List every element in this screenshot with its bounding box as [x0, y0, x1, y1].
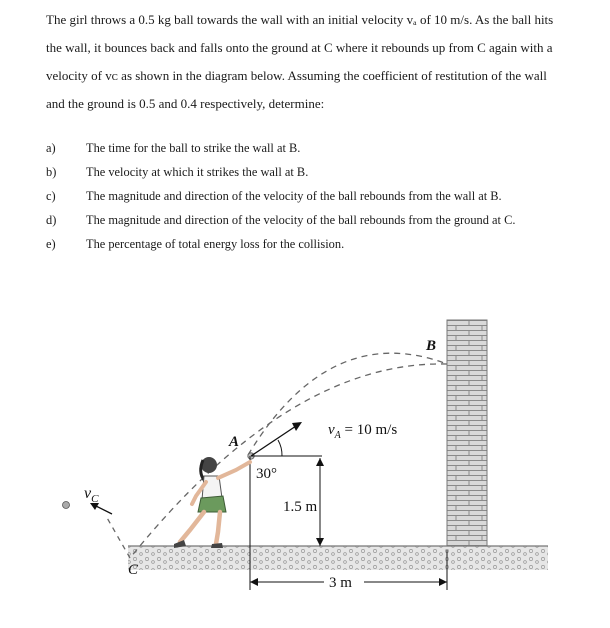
- ball-rebound: [63, 502, 70, 509]
- question-label: a): [46, 141, 56, 155]
- label-vc: [84, 485, 99, 505]
- ground: [128, 546, 548, 570]
- trajectory-rebound: [130, 364, 447, 558]
- girl-figure: [174, 457, 250, 548]
- problem-line-3: velocity of ᴠᴄ as shown in the diagram below. Assuming the coefficient of restitution of the wall: [46, 68, 547, 83]
- label-vc-letter: v: [84, 485, 92, 502]
- height-arrow-top: [316, 458, 324, 466]
- question-text: The magnitude and direction of the velocity of the ball rebounds from the ground at C.: [86, 213, 516, 227]
- question-text: The magnitude and direction of the velocity of the ball rebounds from the wall at B.: [86, 189, 502, 203]
- velocity-va-arrowhead: [292, 422, 302, 431]
- velocity-label: [328, 422, 397, 441]
- problem-statement: [46, 6, 576, 118]
- question-text: The percentage of total energy loss for the collision.: [86, 237, 345, 251]
- height-arrow-bottom: [316, 538, 324, 546]
- label-b: B: [426, 338, 437, 354]
- question-text: The time for the ball to strike the wall at B.: [86, 141, 301, 155]
- projectile-diagram: [0, 300, 610, 628]
- label-c: C: [128, 562, 139, 578]
- label-a: A: [229, 434, 240, 450]
- angle-arc: [278, 440, 282, 456]
- trajectory-after-ground: [106, 516, 130, 558]
- velocity-va-arrow: [251, 426, 296, 456]
- distance-arrow-left: [250, 578, 258, 586]
- question-label: b): [46, 165, 57, 179]
- problem-line-2: the wall, it bounces back and falls onto the ground at C where it rebounds up from C again with a: [46, 40, 553, 55]
- distance-arrow-right: [439, 578, 447, 586]
- velocity-subscript: A: [334, 430, 341, 441]
- angle-label: 30°: [256, 466, 277, 482]
- trajectory-to-wall: [248, 353, 447, 455]
- question-label: c): [46, 189, 56, 203]
- problem-line-1: The girl throws a 0.5 kg ball towards the wall with an initial velocity ᴠₐ of 10 m/s. As the ball hits: [46, 12, 554, 27]
- question-label: d): [46, 213, 57, 227]
- height-label: 1.5 m: [283, 499, 318, 515]
- label-vc-subscript: C: [91, 493, 99, 505]
- wall: [447, 320, 487, 550]
- diagram-svg: [0, 300, 610, 628]
- distance-label: 3 m: [329, 575, 352, 591]
- question-label: e): [46, 237, 56, 251]
- velocity-value: = 10 m/s: [340, 422, 398, 438]
- question-text: The velocity at which it strikes the wall at B.: [86, 165, 309, 179]
- problem-line-4: and the ground is 0.5 and 0.4 respectively, determine:: [46, 96, 325, 111]
- velocity-letter: v: [328, 422, 335, 438]
